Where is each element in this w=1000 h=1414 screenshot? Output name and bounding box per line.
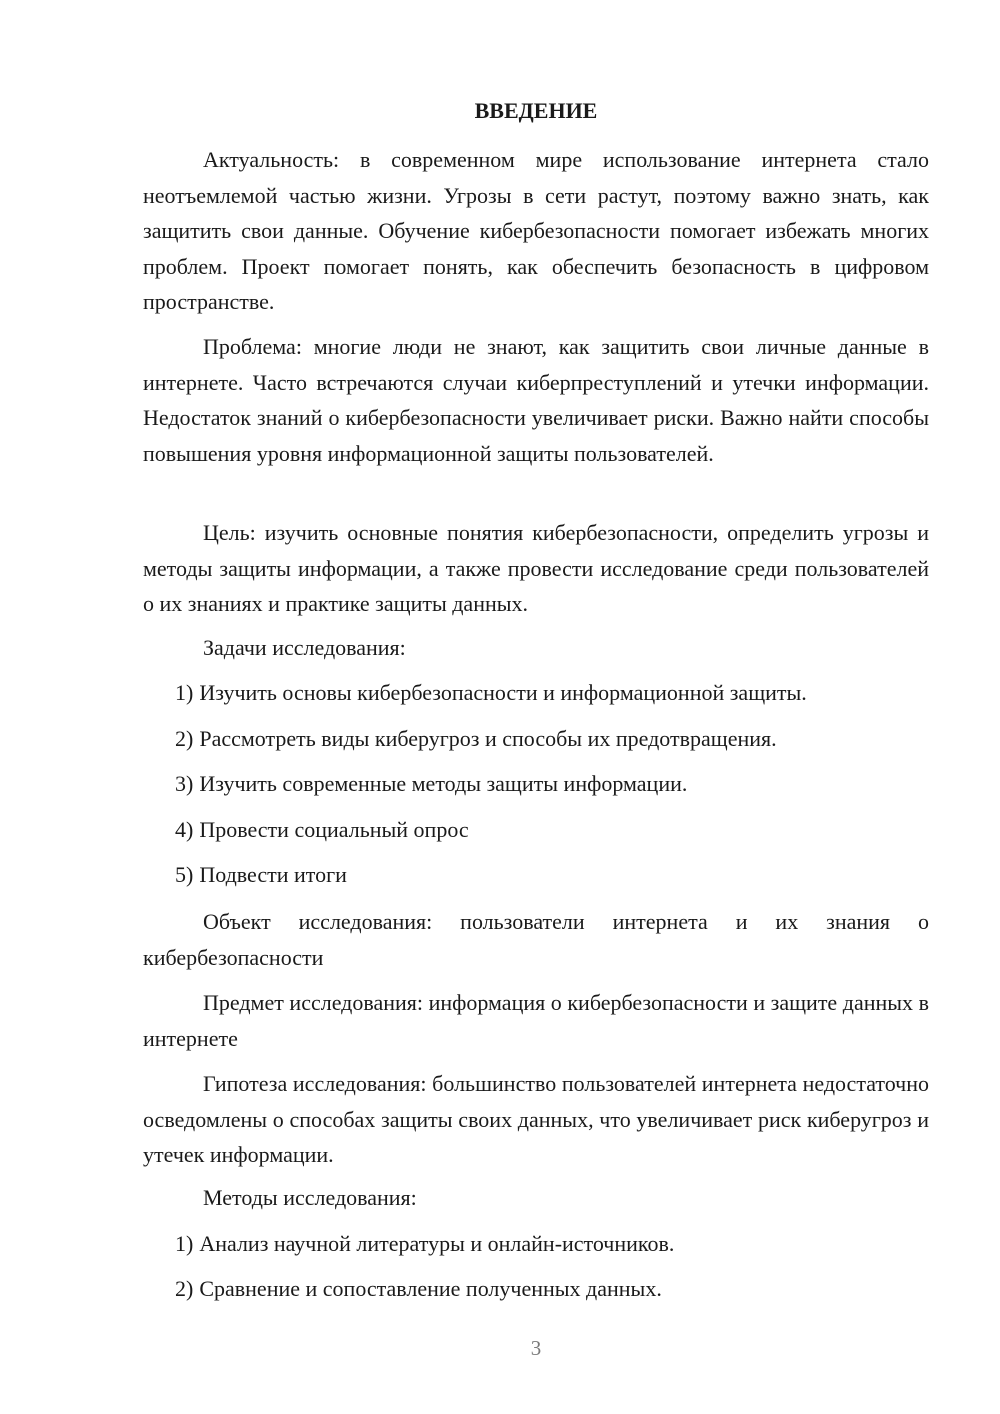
task-item-number: 1) <box>175 680 194 705</box>
task-item-text: Изучить современные методы защиты информации. <box>199 771 688 796</box>
method-item <box>175 1274 929 1304</box>
task-item-text: Провести социальный опрос <box>199 817 469 842</box>
page-number: 3 <box>530 1336 542 1360</box>
task-item <box>175 815 929 845</box>
paragraph-hypothesis: Гипотеза исследования: большинство пользователей интернета недостаточно осведомлены о способах защиты своих данных, что увеличивает риск киберугроз и утечек информации. <box>143 1071 929 1167</box>
task-item-number: 2) <box>175 726 194 751</box>
section-heading: ВВЕДЕНИЕ <box>474 98 598 123</box>
paragraph-relevance: Актуальность: в современном мире использование интернета стало неотъемлемой частью жизни. Угрозы в сети растут, поэтому важно знать, как защитить свои данные. Обучение кибербезопасности помогает избежать многих проблем. Проект помогает понять, как обеспечить безопасность в цифровом пространстве. <box>143 147 929 314</box>
task-item <box>175 724 929 754</box>
task-item-text: Изучить основы кибербезопасности и информационной защиты. <box>199 680 807 705</box>
paragraph-problem: Проблема: многие люди не знают, как защитить свои личные данные в интернете. Часто встречаются случаи киберпреступлений и утечки информации. Недостаток знаний о кибербезопасности увеличивает риски. Важно найти способы повышения уровня информационной защиты пользователей. <box>143 334 929 466</box>
paragraph-goal: Цель: изучить основные понятия кибербезопасности, определить угрозы и методы защиты информации, а также провести исследование среди пользователей о их знаниях и практике защиты данных. <box>143 520 929 616</box>
paragraph-subject: Предмет исследования: информация о кибербезопасности и защите данных в интернете <box>143 990 929 1051</box>
task-item-number: 3) <box>175 771 194 796</box>
task-item-text: Подвести итоги <box>199 862 347 887</box>
method-item <box>175 1229 929 1259</box>
task-item-number: 5) <box>175 862 194 887</box>
tasks-label: Задачи исследования: <box>203 635 406 660</box>
task-item-text: Рассмотреть виды киберугроз и способы их предотвращения. <box>199 726 777 751</box>
method-item-text: Анализ научной литературы и онлайн-источников. <box>199 1231 675 1256</box>
method-item-text: Сравнение и сопоставление полученных данных. <box>199 1276 662 1301</box>
task-item <box>175 860 929 890</box>
task-item <box>175 678 929 708</box>
method-item-number: 2) <box>175 1276 194 1301</box>
methods-label: Методы исследования: <box>203 1185 417 1210</box>
task-item <box>175 769 929 799</box>
document-page <box>143 0 929 1414</box>
paragraph-object: Объект исследования: пользователи интернета и их знания о кибербезопасности <box>143 909 929 970</box>
method-item-number: 1) <box>175 1231 194 1256</box>
task-item-number: 4) <box>175 817 194 842</box>
